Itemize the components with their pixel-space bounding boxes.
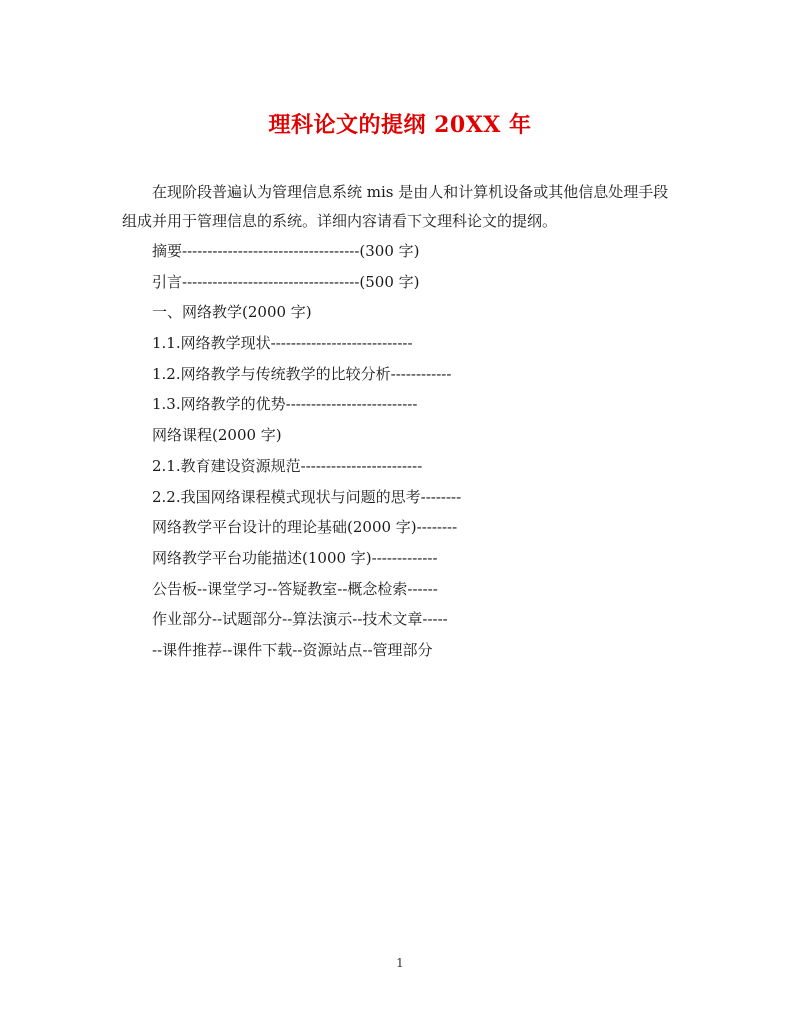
outline-item: 网络教学平台功能描述(1000 字)-------------	[152, 548, 438, 567]
outline-item: 网络教学平台设计的理论基础(2000 字)--------	[152, 518, 458, 537]
outline-item: 2.1.教育建设资源规范------------------------	[152, 456, 423, 475]
outline-item: 摘要-----------------------------------(300 字)	[152, 242, 420, 260]
outline-item: 公告板--课堂学习--答疑教室--概念检索------	[152, 579, 438, 598]
outline-item: 网络课程(2000 字)	[152, 426, 282, 445]
outline-item: 1.3.网络教学的优势--------------------------	[152, 395, 418, 414]
outline-item: 作业部分--试题部分--算法演示--技术文章-----	[152, 610, 448, 629]
outline-item: --课件推荐--课件下载--资源站点--管理部分	[152, 640, 433, 659]
outline-item: 1.2.网络教学与传统教学的比较分析------------	[152, 364, 452, 383]
outline-item: 1.1.网络教学现状----------------------------	[152, 334, 413, 353]
outline-item: 2.2.我国网络课程模式现状与问题的思考--------	[152, 487, 462, 506]
document-title: 理科论文的提纲 20XX 年	[268, 112, 532, 138]
outline-item: 引言-----------------------------------(500 字)	[152, 272, 420, 291]
page-number: 1	[396, 956, 404, 970]
outline-item: 一、网络教学(2000 字)	[152, 303, 312, 322]
outline-list	[152, 236, 692, 666]
intro-paragraph: 在现阶段普遍认为管理信息系统 mis 是由人和计算机设备或其他信息处理手段组成并用于管理信息的系统。详细内容请看下文理科论文的提纲。	[122, 183, 669, 230]
